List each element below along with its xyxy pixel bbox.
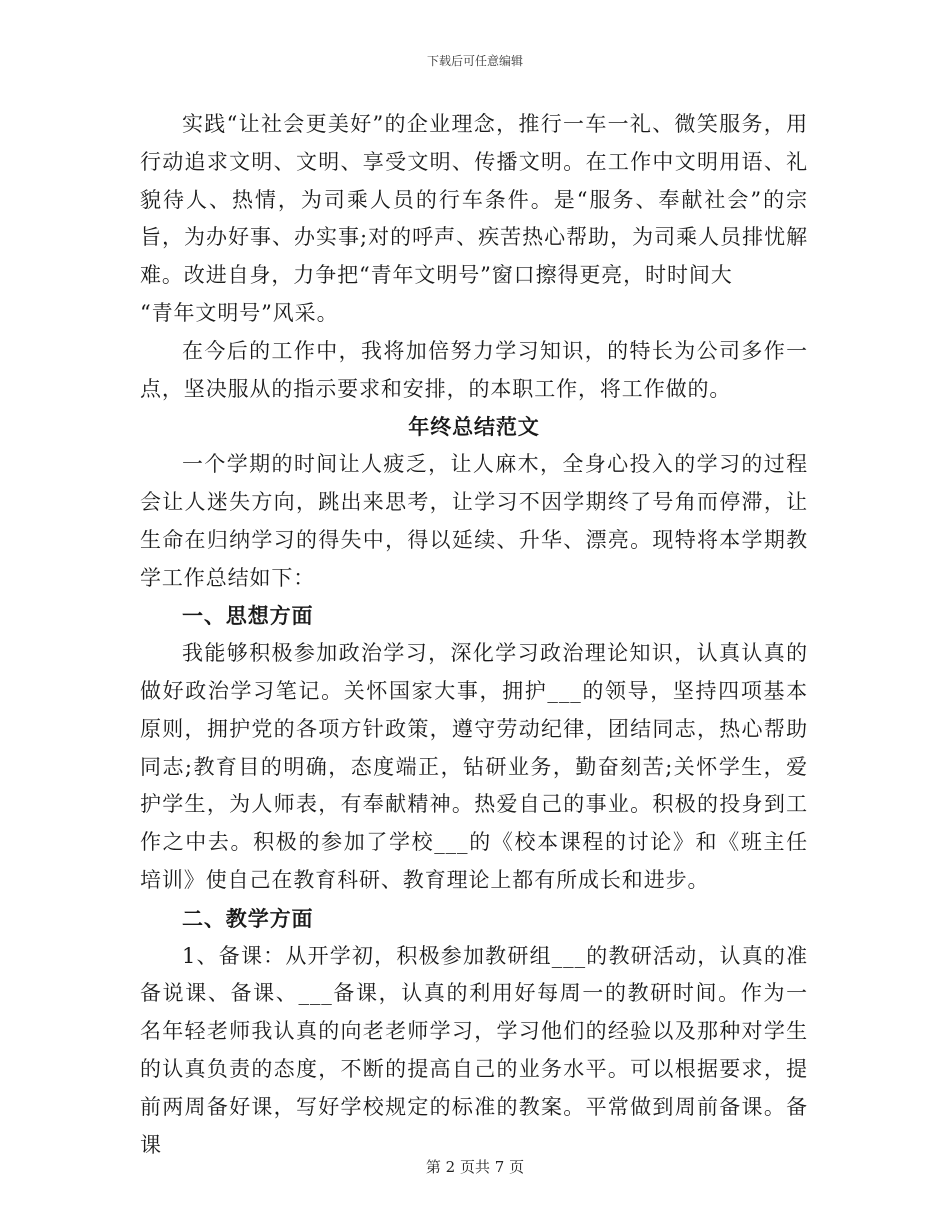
paragraph-ideology: 我能够积极参加政治学习，深化学习政治理论知识，认真认真的做好政治学习笔记。关怀国家大事，拥护___的领导，坚持四项基本原则，拥护党的各项方针政策，遵守劳动纪律，团结同志，热心帮助同志;教育目的明确，态度端正，钻研业务，勤奋刻苦;关怀学生，爱护学生，为人师表，有奉献精神。热爱自己的事业。积极的投身到工作之中去。积极的参加了学校___的《校本课程的讨论》和《班主任培训》使自己在教育科研、教育理论上都有所成长和进步。 [140,641,808,892]
page-header: 下载后可任意编辑 [426,54,523,68]
paragraph-lesson-prep: 1、备课：从开学初，积极参加教研组___的教研活动，认真的准备说课、备课、___备课，认真的利用好每周一的教研时间。作为一名年轻老师我认真的向老老师学习，学习他们的经验以及那种对学生的认真负责的态度，不断的提高自己的业务水平。可以根据要求，提前两周备好课，写好学校规定的标准的教案。平常做到周前备课。备课 [140,943,808,1157]
paragraph-intro: 一个学期的时间让人疲乏，让人麻木，全身心投入的学习的过程会让人迷失方向，跳出来思考，让学习不因学期终了号角而停滞，让生命在归纳学习的得失中，得以延续、升华、漂亮。现特将本学期教学工作总结如下： [140,452,808,590]
document-title: 年终总结范文 [408,414,540,440]
section-heading-teaching: 二、教学方面 [182,905,314,931]
section-heading-ideology: 一、思想方面 [182,603,314,629]
paragraph-service-philosophy-tail: “青年文明号”风采。 [140,300,339,325]
paragraph-service-philosophy: 实践“让社会更美好”的企业理念，推行一车一礼、微笑服务，用行动追求文明、文明、享受文明、传播文明。在工作中文明用语、礼貌待人、热情，为司乘人员的行车条件。是“服务、奉献社会”的宗旨，为办好事、办实事;对的呼声、疾苦热心帮助，为司乘人员排忧解难。改进自身，力争把“青年文明号”窗口擦得更亮，时时间大 [140,112,808,288]
page-footer: 第 2 页共 7 页 [425,1158,525,1176]
document-body [140,106,808,1164]
paragraph-future-work: 在今后的工作中，我将加倍努力学习知识，的特长为公司多作一点，坚决服从的指示要求和安排，的本职工作，将工作做的。 [140,338,808,401]
